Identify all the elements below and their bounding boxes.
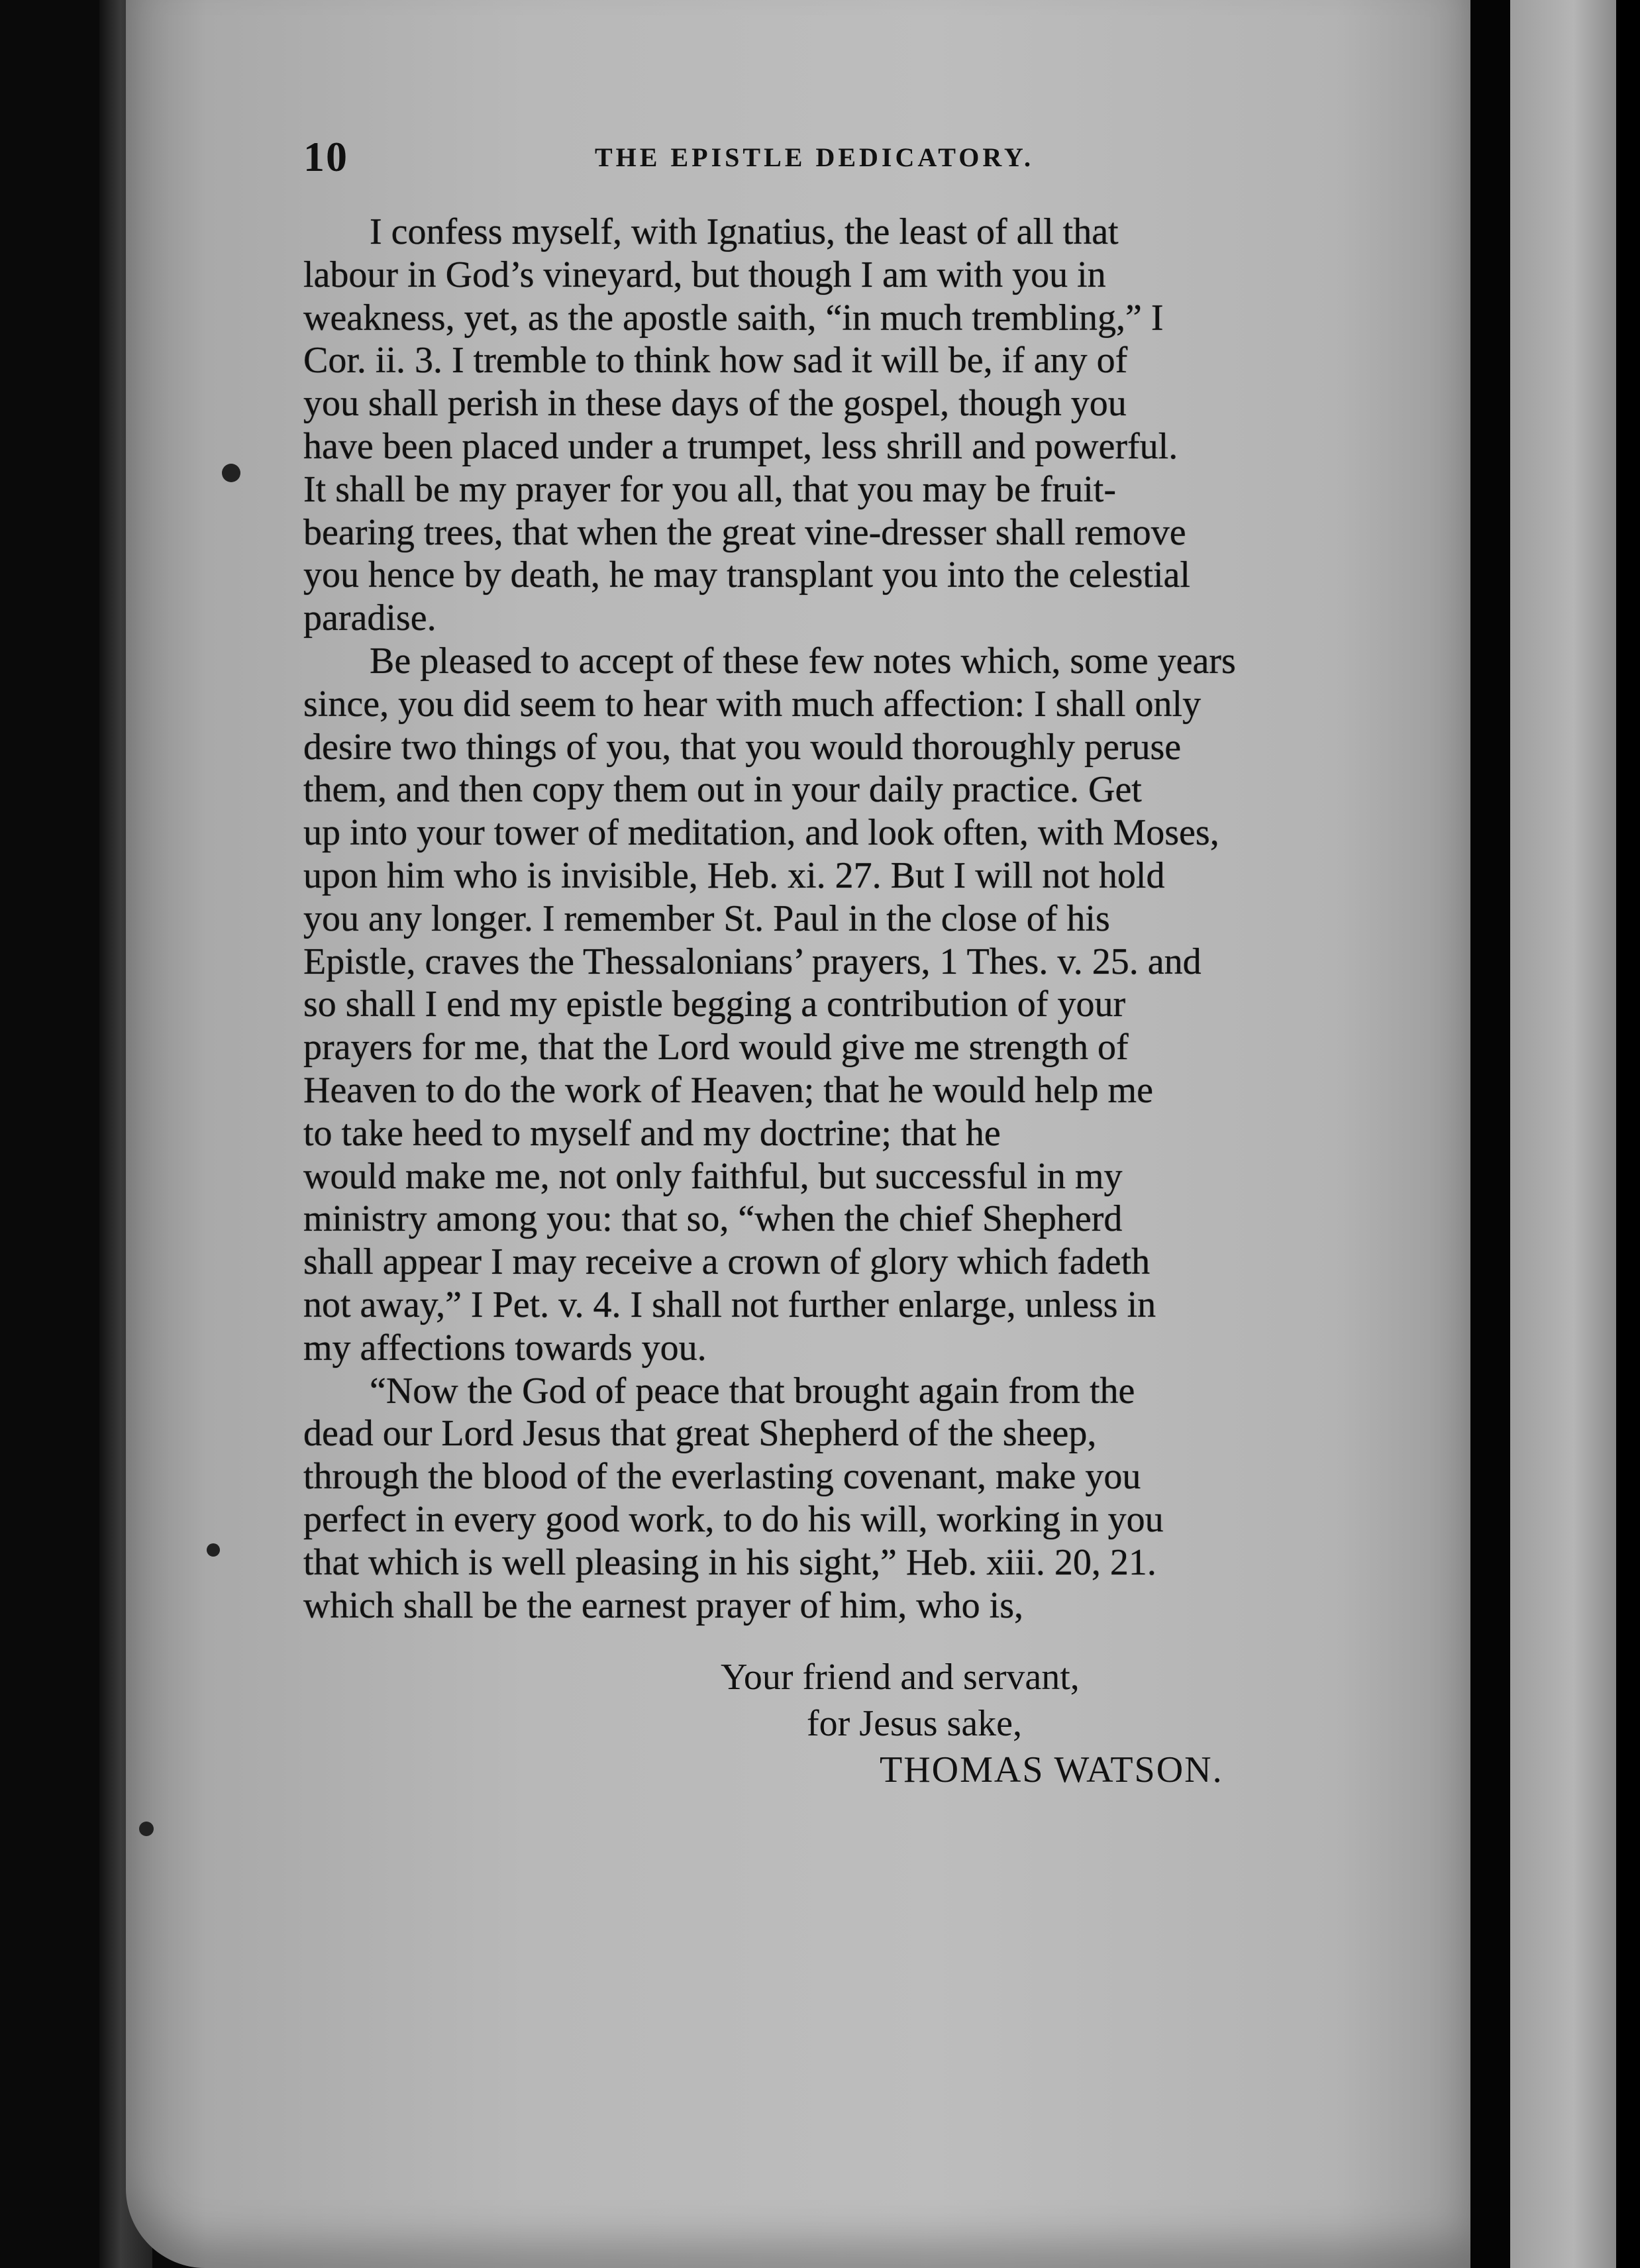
text-line: that which is well pleasing in his sight,” Heb. xiii. 20, 21.	[303, 1541, 1156, 1583]
scan-speck	[207, 1543, 220, 1557]
text-line: dead our Lord Jesus that great Shepherd of the sheep,	[303, 1413, 1097, 1455]
page-header	[303, 132, 1376, 179]
text-line: which shall be the earnest prayer of him, who is,	[303, 1584, 1024, 1626]
text-line: Heaven to do the work of Heaven; that he would help me	[303, 1069, 1153, 1111]
text-line: you any longer. I remember St. Paul in the close of his	[303, 898, 1110, 939]
text-line: ministry among you: that so, “when the chief Shepherd	[303, 1198, 1123, 1240]
text-line: weakness, yet, as the apostle saith, “in much trembling,” I	[303, 297, 1164, 338]
text-line: shall appear I may receive a crown of glory which fadeth	[303, 1241, 1151, 1283]
text-line: my affections towards you.	[303, 1327, 707, 1368]
scan-speck	[139, 1822, 154, 1836]
text-line: bearing trees, that when the great vine-dresser shall remove	[303, 511, 1186, 553]
epistle-body	[303, 211, 1363, 1627]
signature: THOMAS WATSON.	[880, 1749, 1223, 1790]
text-line: labour in God’s vineyard, but though I am with you in	[303, 254, 1106, 295]
text-line: them, and then copy them out in your daily practice. Get	[303, 769, 1142, 811]
text-line: desire two things of you, that you would thoroughly peruse	[303, 726, 1182, 768]
paragraph-2	[303, 640, 1363, 1370]
text-line: you shall perish in these days of the gospel, though you	[303, 383, 1127, 425]
text-line: have been placed under a trumpet, less shrill and powerful.	[303, 425, 1178, 467]
text-line: you hence by death, he may transplant you into the celestial	[303, 554, 1190, 596]
scan-right-border	[1616, 0, 1640, 2268]
text-line: so shall I end my epistle begging a contribution of your	[303, 984, 1126, 1025]
running-head: THE EPISTLE DEDICATORY.	[595, 142, 1035, 172]
scan-speck	[222, 464, 240, 482]
text-line: would make me, not only faithful, but successful in my	[303, 1155, 1123, 1197]
text-line: to take heed to myself and my doctrine; that he	[303, 1112, 1001, 1154]
text-line: It shall be my prayer for you all, that you may be fruit-	[303, 468, 1116, 510]
page-gutter	[1470, 0, 1510, 2268]
text-line: not away,” I Pet. v. 4. I shall not further enlarge, unless in	[303, 1284, 1156, 1325]
text-line: since, you did seem to hear with much affection: I shall only	[303, 683, 1202, 725]
text-line: paradise.	[303, 597, 436, 639]
valediction: Your friend and servant,	[721, 1657, 1080, 1698]
text-line: perfect in every good work, to do his will, working in you	[303, 1498, 1164, 1540]
text-line: up into your tower of meditation, and look often, with Moses,	[303, 812, 1219, 854]
text-line: Epistle, craves the Thessalonians’ prayers, 1 Thes. v. 25. and	[303, 941, 1202, 982]
page-number: 10	[303, 133, 348, 180]
paragraph-1	[303, 211, 1363, 640]
text-line: “Now the God of peace that brought again from the	[370, 1370, 1135, 1412]
closing-block	[303, 1656, 1363, 1822]
text-line: I confess myself, with Ignatius, the least of all that	[370, 211, 1119, 252]
text-line: through the blood of the everlasting covenant, make you	[303, 1456, 1141, 1498]
text-line: Be pleased to accept of these few notes which, some years	[370, 640, 1236, 682]
paragraph-3	[303, 1370, 1363, 1627]
text-line: Cor. ii. 3. I tremble to think how sad it will be, if any of	[303, 340, 1128, 382]
text-line: upon him who is invisible, Heb. xi. 27. But I will not hold	[303, 854, 1165, 896]
text-line: prayers for me, that the Lord would give me strength of	[303, 1027, 1129, 1068]
valediction-2: for Jesus sake,	[807, 1703, 1023, 1744]
adjacent-page-edge	[1510, 0, 1616, 2268]
